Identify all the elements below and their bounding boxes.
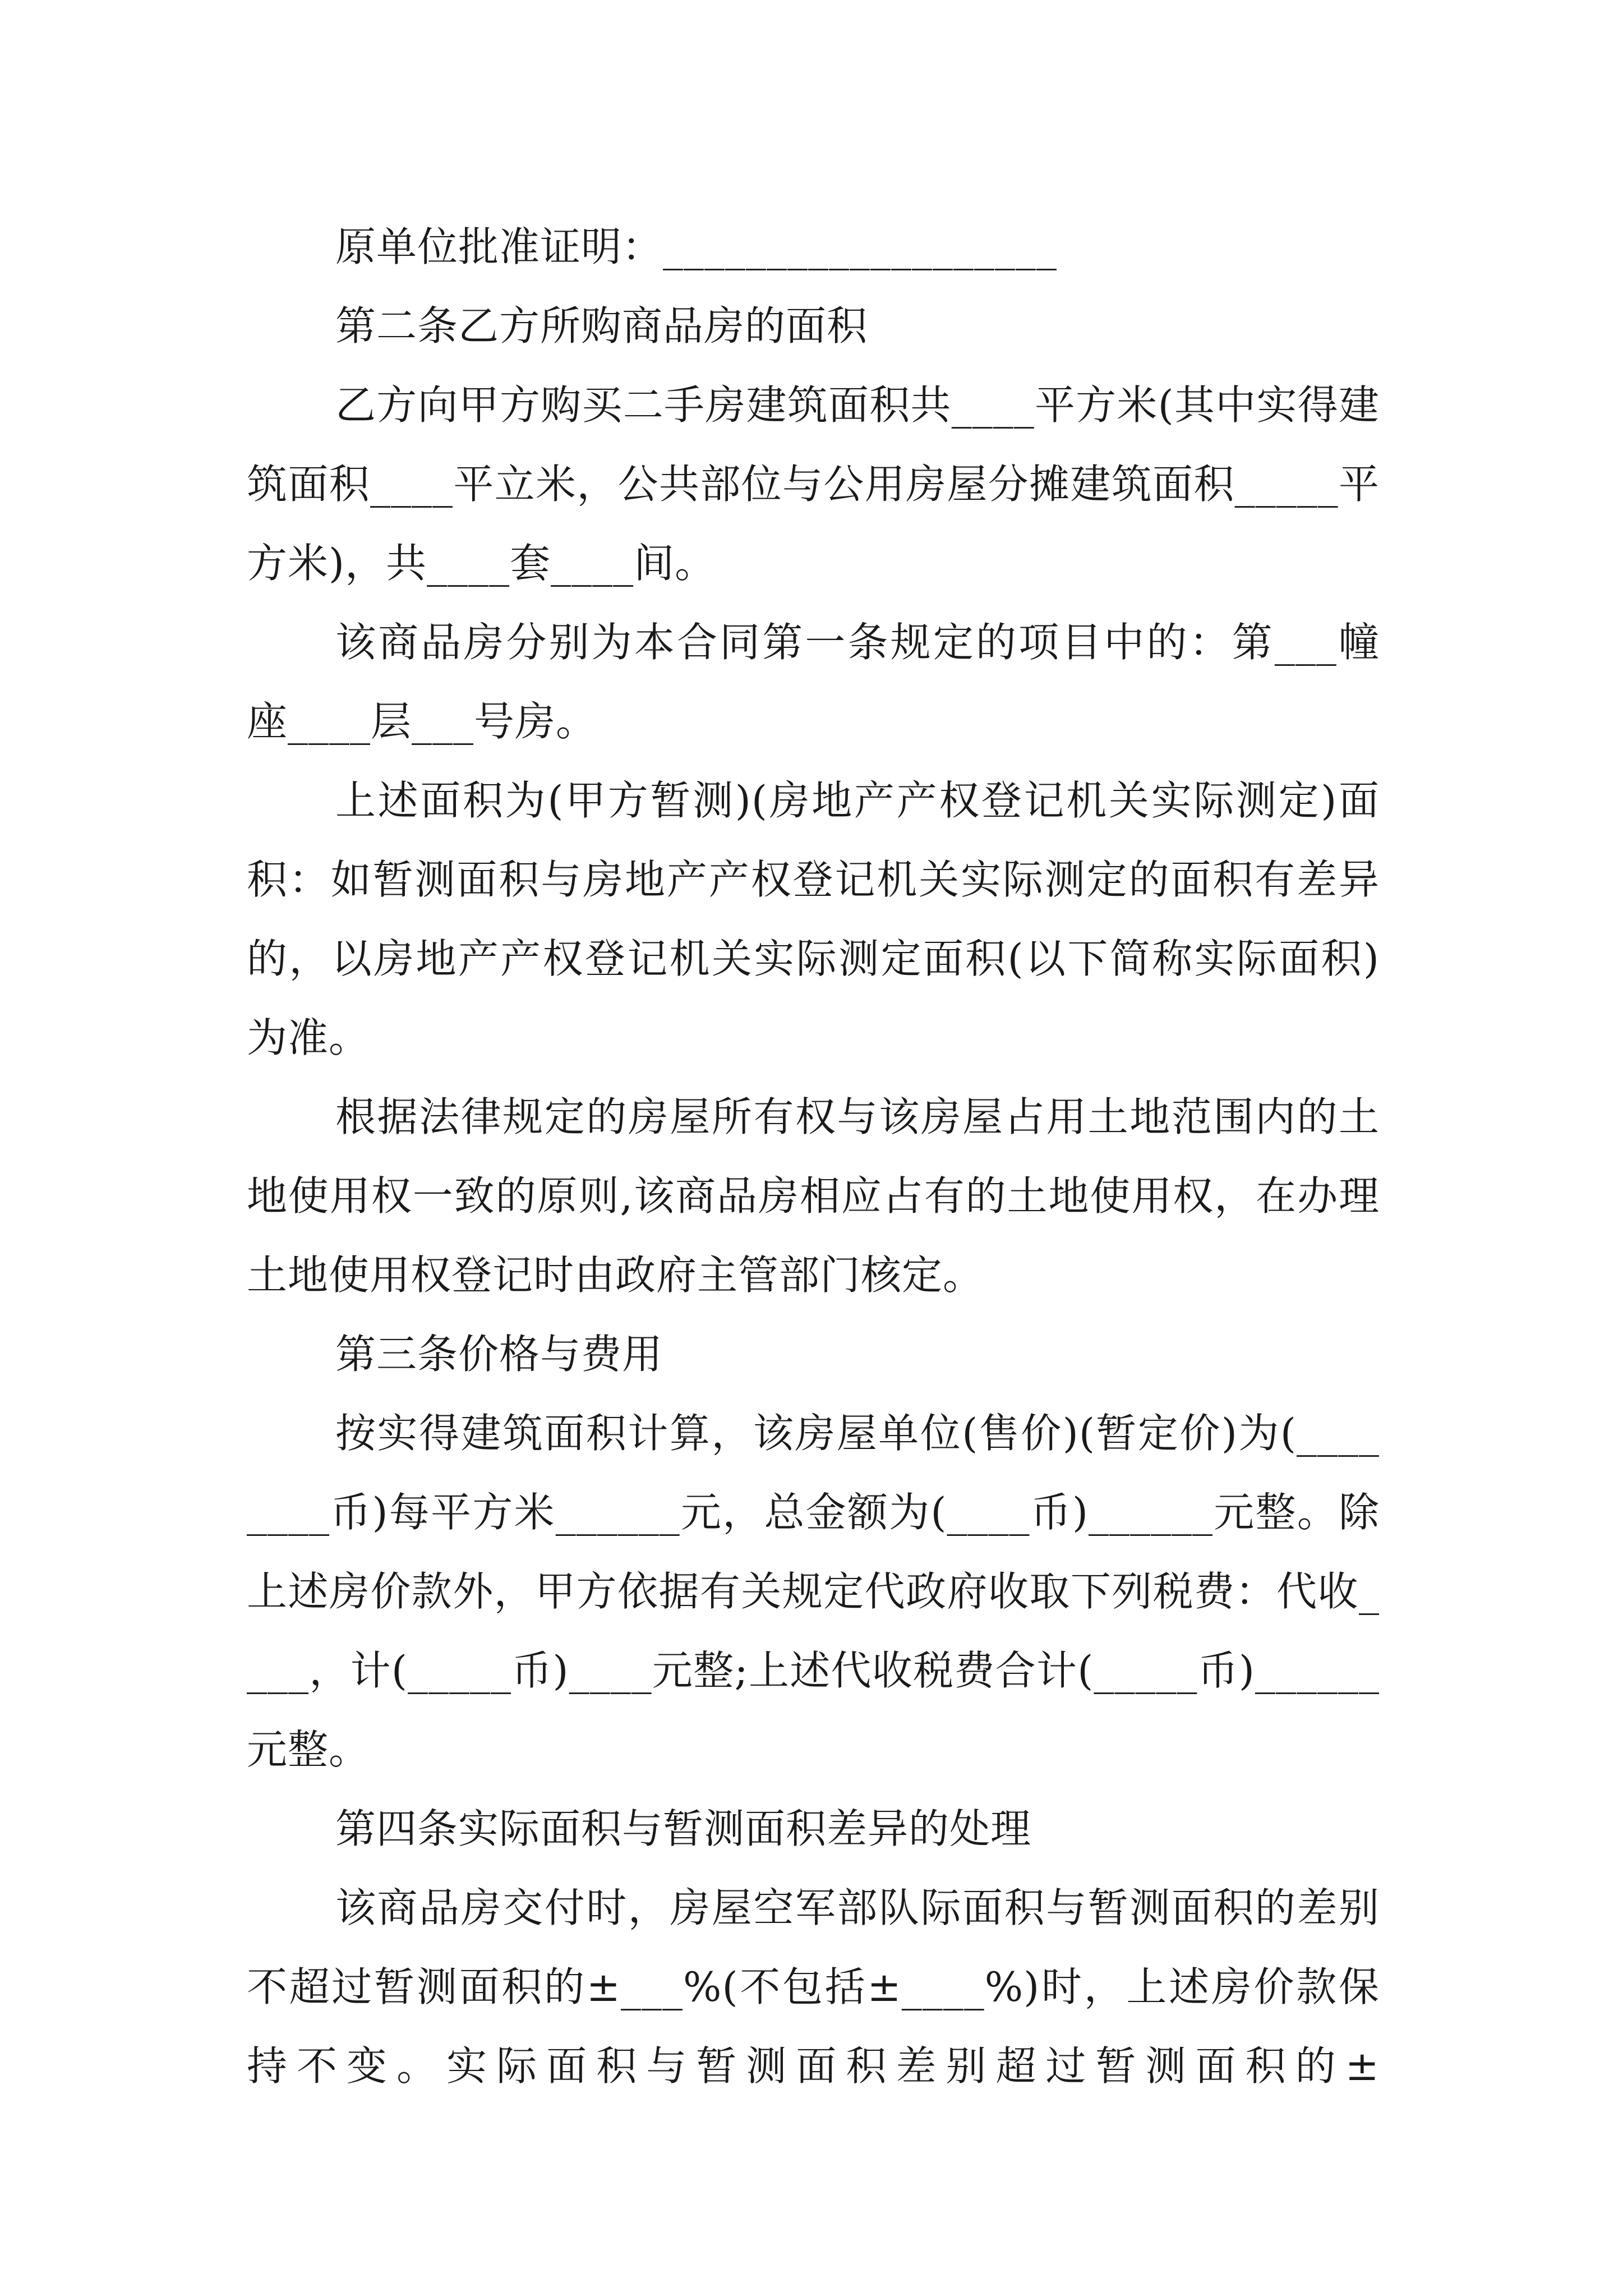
article-3-price-paragraph: 按实得建筑面积计算，该房屋单位(售价)(暂定价)为(________币)每平方米______元，总金额为(____币)______元整。除上述房价款外，甲方依据有关规定代政府收取下列税费：代收____，计(_____币)____元整;上述代收税费合计(_____币)______元整。 xyxy=(247,1410,1380,1773)
article-3-heading: 第三条价格与费用 xyxy=(335,1331,663,1378)
article-2-unit-paragraph: 该商品房分别为本合同第一条规定的项目中的：第___幢座____层___号房。 xyxy=(247,619,1380,745)
document-page xyxy=(247,208,1380,2106)
article-4-difference-paragraph: 该商品房交付时，房屋空军部队际面积与暂测面积的差别不超过暂测面积的±___%(不包括±____%)时，上述房价款保持不变。实际面积与暂测面积差别超过暂测面积的± xyxy=(247,1884,1380,2090)
article-2-land-use-paragraph: 根据法律规定的房屋所有权与该房屋占用土地范围内的土地使用权一致的原则,该商品房相应占有的土地使用权，在办理土地使用权登记时由政府主管部门核定。 xyxy=(247,1093,1380,1299)
article-2-area-paragraph: 乙方向甲方购买二手房建筑面积共____平方米(其中实得建筑面积____平立米，公共部位与公用房屋分摊建筑面积_____平方米)，共____套____间。 xyxy=(247,381,1380,587)
article-4-heading: 第四条实际面积与暂测面积差异的处理 xyxy=(335,1805,1032,1852)
article-2-heading: 第二条乙方所购商品房的面积 xyxy=(335,302,868,349)
article-2-measurement-paragraph: 上述面积为(甲方暂测)(房地产产权登记机关实际测定)面积：如暂测面积与房地产产权登记机关实际测定的面积有差异的，以房地产产权登记机关实际测定面积(以下简称实际面积)为准。 xyxy=(247,777,1380,1061)
approval-certificate-line: 原单位批准证明：___________________ xyxy=(335,223,1058,270)
